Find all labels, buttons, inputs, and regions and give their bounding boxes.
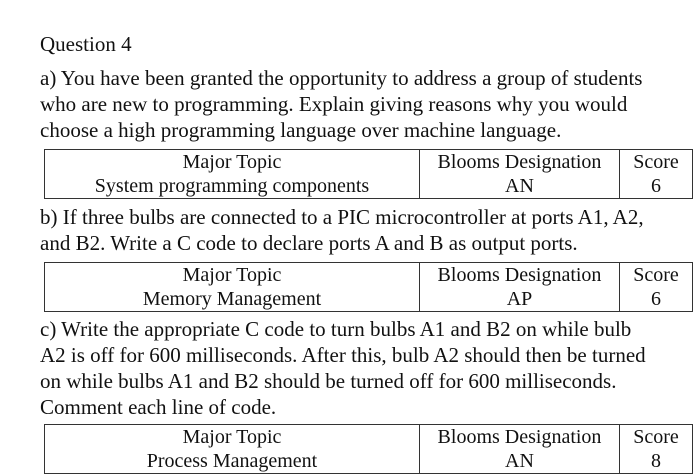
blooms-designation-cell — [420, 425, 620, 474]
major-topic-value: Memory Management — [142, 288, 322, 310]
major-topic-header: Major Topic — [182, 151, 282, 173]
part-b-line: and B2. Write a C code to declare ports A and B as output ports. — [40, 231, 578, 255]
major-topic-cell — [45, 263, 420, 312]
score-header: Score — [633, 426, 679, 448]
blooms-designation-cell — [420, 150, 620, 199]
score-cell — [620, 150, 693, 199]
blooms-designation-header: Blooms Designation — [437, 151, 602, 173]
score-cell — [620, 263, 693, 312]
part-a-text — [40, 65, 642, 143]
score-value: 6 — [651, 175, 661, 197]
part-c-text — [40, 316, 646, 420]
question-title: Question 4 — [40, 32, 132, 56]
part-a-line: choose a high programming language over machine language. — [40, 118, 562, 142]
part-a-topic-table — [44, 149, 693, 199]
part-c-line: A2 is off for 600 milliseconds. After this, bulb A2 should then be turned — [40, 343, 646, 367]
part-b-text — [40, 204, 644, 256]
score-header: Score — [633, 151, 679, 173]
part-c-line: on while bulbs A1 and B2 should be turned off for 600 milliseconds. — [40, 369, 617, 393]
major-topic-header: Major Topic — [182, 264, 282, 286]
major-topic-value: System programming components — [94, 175, 370, 197]
part-b-line: b) If three bulbs are connected to a PIC microcontroller at ports A1, A2, — [40, 205, 644, 229]
part-c-topic-table — [44, 424, 693, 474]
part-b-topic-table — [44, 262, 693, 312]
major-topic-cell — [45, 150, 420, 199]
score-cell — [620, 425, 693, 474]
part-c-line: c) Write the appropriate C code to turn bulbs A1 and B2 on while bulb — [40, 317, 632, 341]
blooms-designation-value: AN — [505, 450, 534, 472]
blooms-designation-value: AN — [505, 175, 534, 197]
blooms-designation-value: AP — [506, 288, 533, 310]
major-topic-value: Process Management — [146, 450, 318, 472]
table-row — [45, 150, 693, 199]
part-a-line: a) You have been granted the opportunity to address a group of students — [40, 66, 643, 90]
part-a-line: who are new to programming. Explain giving reasons why you would — [40, 92, 628, 116]
major-topic-cell — [45, 425, 420, 474]
score-value: 8 — [651, 450, 661, 472]
part-c-line: Comment each line of code. — [40, 395, 277, 419]
table-row — [45, 425, 693, 474]
score-header: Score — [633, 264, 679, 286]
score-value: 6 — [651, 288, 661, 310]
blooms-designation-cell — [420, 263, 620, 312]
blooms-designation-header: Blooms Designation — [437, 426, 602, 448]
table-row — [45, 263, 693, 312]
blooms-designation-header: Blooms Designation — [437, 264, 602, 286]
major-topic-header: Major Topic — [182, 426, 282, 448]
